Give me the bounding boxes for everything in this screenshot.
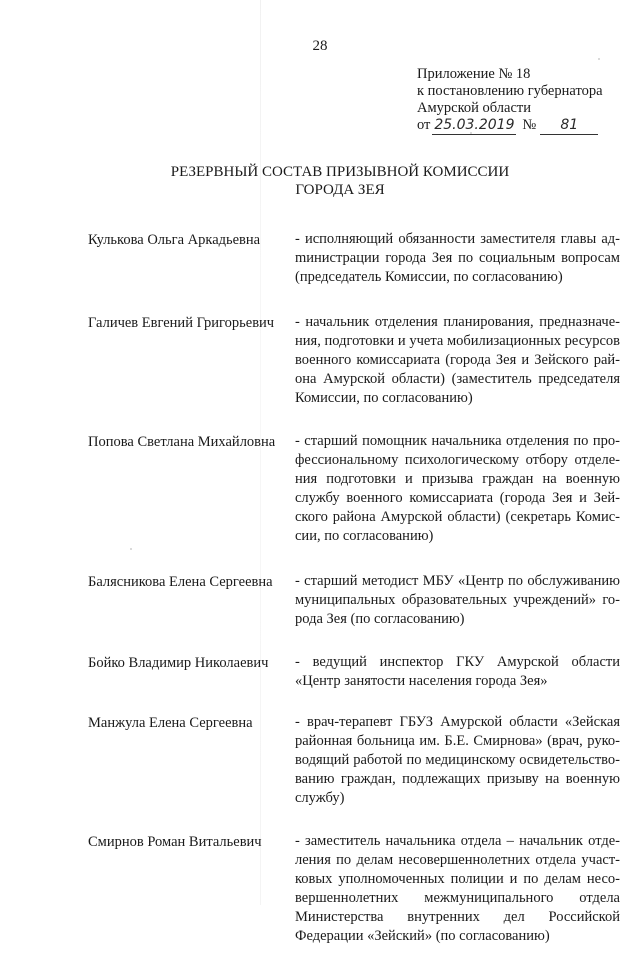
member-row bbox=[88, 313, 620, 408]
member-row bbox=[88, 230, 620, 287]
page-number: 28 bbox=[312, 38, 328, 54]
title-line-1: РЕЗЕРВНЫЙ СОСТАВ ПРИЗЫВНОЙ КОМИССИИ bbox=[170, 164, 510, 180]
member-role: - старший помощник начальника отделения по профессиональному психологическому отбору отделения подготовки и призыва граждан на военную службу военного комиссариата (города Зея и Зейского района Амурской области) (секретарь Комиссии, по согласованию) bbox=[295, 433, 620, 544]
annex-date-number-row bbox=[417, 117, 632, 135]
handwritten-date: 25.03.2019 bbox=[434, 117, 515, 133]
member-row bbox=[88, 432, 620, 546]
number-label: № bbox=[522, 117, 537, 133]
member-name: Балясникова Елена Сергеевна bbox=[88, 574, 273, 590]
member-role: - врач-терапевт ГБУЗ Амурской области «Зейская районная больница им. Б.Е. Смирнова» (врач, руководящий работой по медицинскому освидетельствованию граждан, подлежащих призыву на военную службу) bbox=[295, 714, 620, 806]
date-prefix: от bbox=[417, 117, 431, 133]
member-role: - исполняющий обязанности заместителя главы адmинистрации города Зея по социальным вопросам (председатель Комиссии, по согласованию) bbox=[295, 231, 620, 285]
annex-reference: к постановлению губернатора bbox=[417, 83, 603, 99]
member-name: Кулькова Ольга Аркадьевна bbox=[88, 232, 261, 248]
member-name: Бойко Владимир Николаевич bbox=[88, 655, 269, 671]
annex-title: Приложение № 18 bbox=[417, 66, 531, 82]
member-role: - заместитель начальника отдела – начальник отделения по делам несовершеннолетних отдела участковых уполномоченных полиции и по делам несовершеннолетних межмуниципального отдела Министерства внутренних дел Российской Федерации «Зейский» (по согласованию) bbox=[295, 833, 620, 944]
member-role: - ведущий инспектор ГКУ Амурской области «Центр занятости населения города Зея» bbox=[295, 654, 620, 689]
member-row bbox=[88, 572, 620, 629]
document-title bbox=[140, 163, 540, 199]
member-row bbox=[88, 713, 620, 808]
member-name: Манжула Елена Сергеевна bbox=[88, 715, 253, 731]
member-name: Смирнов Роман Витальевич bbox=[88, 834, 262, 850]
member-role: - старший методист МБУ «Центр по обслуживанию муниципальных образовательных учреждений» города Зея (по согласованию) bbox=[295, 573, 620, 627]
scan-artifact-dot bbox=[598, 58, 600, 60]
handwritten-number: 81 bbox=[540, 117, 598, 135]
member-name: Попова Светлана Михайловна bbox=[88, 434, 276, 450]
member-name: Галичев Евгений Григорьевич bbox=[88, 315, 275, 331]
title-line-2: ГОРОДА ЗЕЯ bbox=[295, 182, 385, 198]
member-row bbox=[88, 653, 620, 691]
annex-region: Амурской области bbox=[417, 100, 531, 116]
member-role: - начальник отделения планирования, предназначения, подготовки и учета мобилизационных ресурсов военного комиссариата (города Зея и Зейского района Амурской области) (заместитель председателя Комиссии, по согласованию) bbox=[295, 314, 620, 406]
member-row bbox=[88, 832, 620, 946]
member-list bbox=[88, 230, 620, 970]
annex-header bbox=[417, 66, 632, 135]
